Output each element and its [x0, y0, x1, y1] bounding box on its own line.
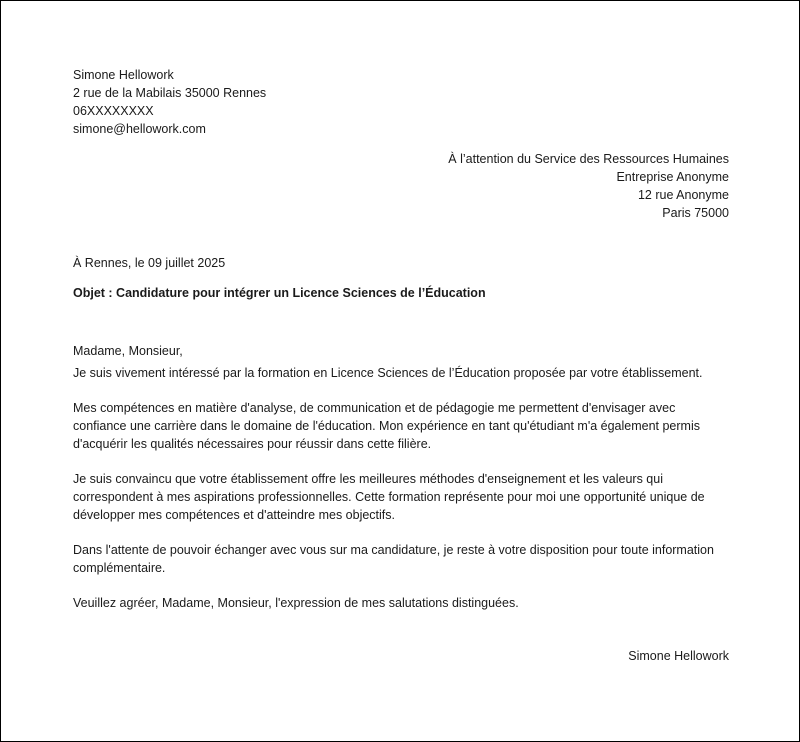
recipient-street: 12 rue Anonyme	[637, 188, 729, 202]
paragraph-closing: Veuillez agréer, Madame, Monsieur, l'expression de mes salutations distinguées.	[73, 596, 519, 610]
recipient-attention: À l’attention du Service des Ressources Humaines	[448, 152, 729, 166]
signature: Simone Hellowork	[628, 649, 729, 663]
recipient-company: Entreprise Anonyme	[616, 170, 729, 184]
salutation: Madame, Monsieur,	[73, 344, 183, 358]
recipient-block	[73, 150, 729, 222]
subject-line: Objet : Candidature pour intégrer un Licence Sciences de l’Éducation	[73, 286, 486, 300]
paragraph-availability: Dans l'attente de pouvoir échanger avec vous sur ma candidature, je reste à votre disposition pour toute information complémentaire.	[73, 543, 714, 575]
recipient-city: Paris 75000	[662, 206, 729, 220]
sender-address: 2 rue de la Mabilais 35000 Rennes	[73, 86, 267, 100]
sender-name: Simone Hellowork	[73, 68, 174, 82]
paragraph-intro: Je suis vivement intéressé par la formation en Licence Sciences de l’Éducation proposée par votre établissement.	[73, 366, 703, 380]
date-line: À Rennes, le 09 juillet 2025	[73, 256, 226, 270]
paragraph-skills: Mes compétences en matière d'analyse, de communication et de pédagogie me permettent d'envisager avec confiance une carrière dans le domaine de l'éducation. Mon expérience en tant qu'étudiant m'a également permis d'acquérir les qualités nécessaires pour réussir dans cette filière.	[73, 401, 700, 451]
paragraph-motivation: Je suis convaincu que votre établissement offre les meilleures méthodes d'enseignement et les valeurs qui correspondent à mes aspirations professionnelles. Cette formation représente pour moi une opportunité unique de développer mes compétences et d'atteindre mes objectifs.	[73, 472, 705, 522]
letter-content	[73, 66, 729, 665]
sender-block	[73, 66, 729, 138]
sender-phone: 06XXXXXXXX	[73, 104, 154, 118]
sender-email: simone@hellowork.com	[73, 122, 206, 136]
